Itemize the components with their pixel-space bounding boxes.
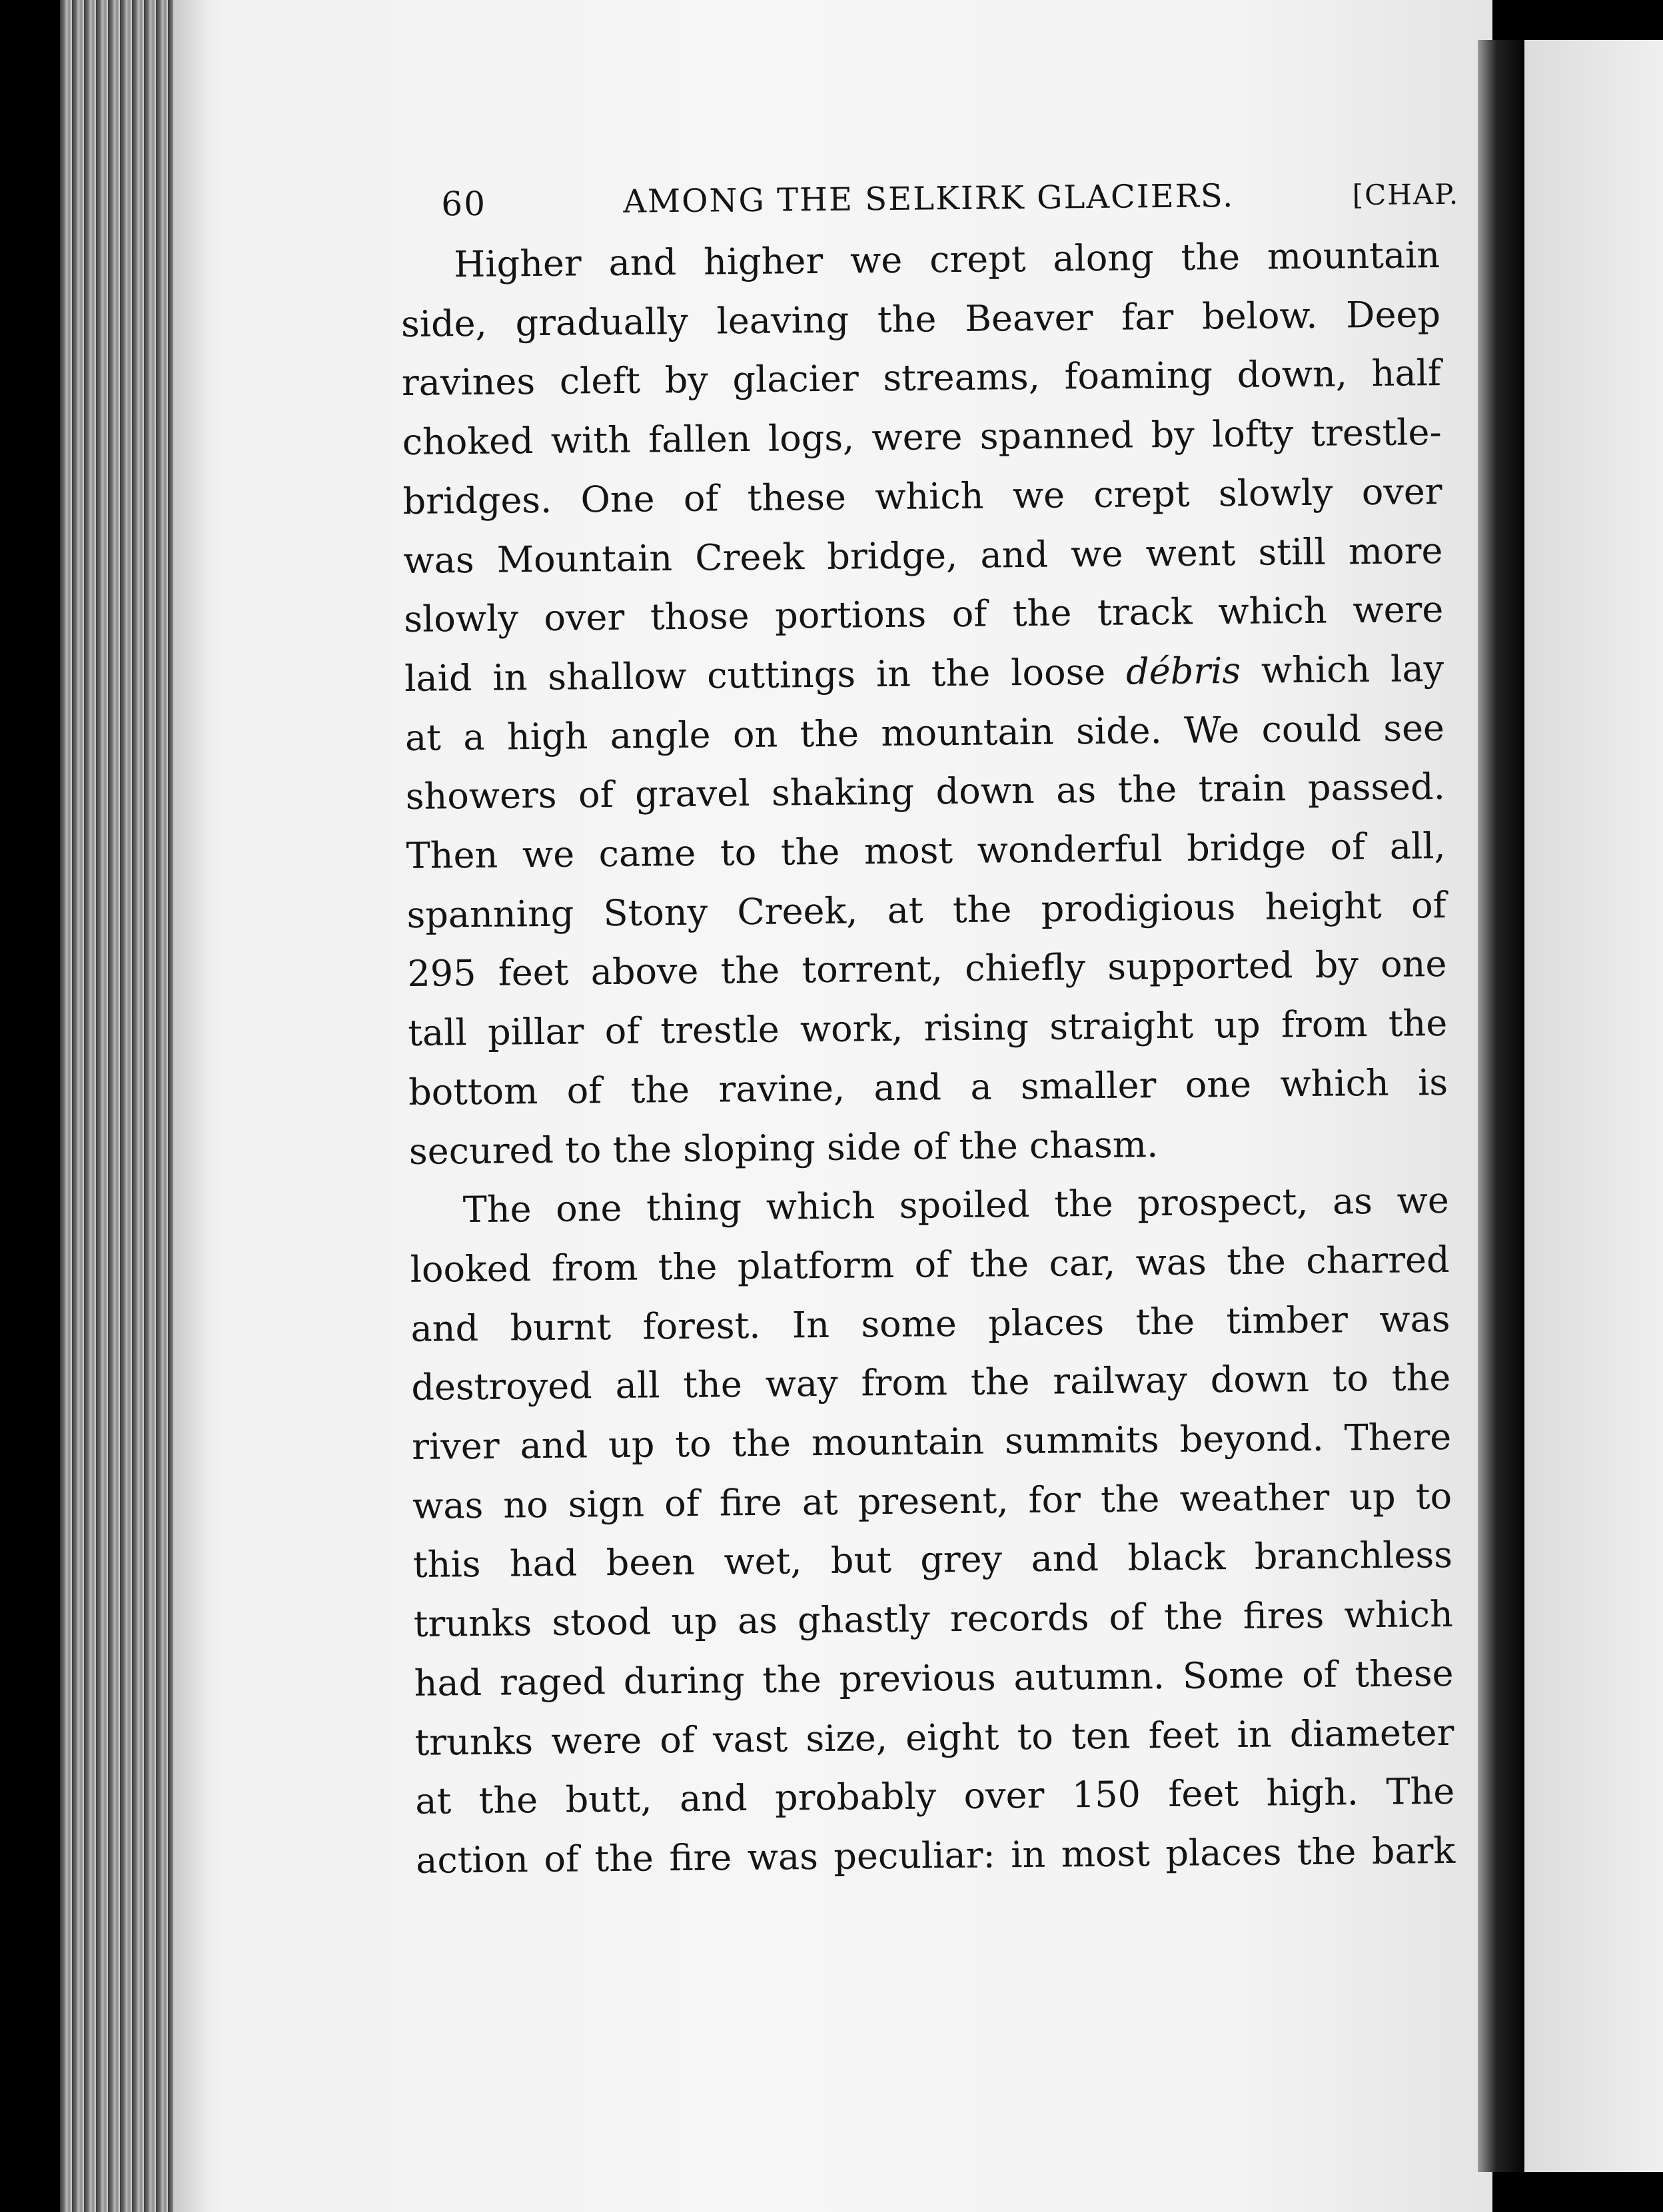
text-line: at the butt, and probably over 150 feet high. The (415, 1770, 1455, 1823)
text-line: bridges. One of these which we crept slowly over (402, 470, 1442, 522)
text-line: river and up to the mountain summits beyond. There (411, 1416, 1452, 1468)
text-segment: laid in shallow cuttings in the loose (404, 650, 1127, 700)
text-line: at a high angle on the mountain side. We could see (404, 706, 1445, 759)
text-line: bottom of the ravine, and a smaller one which is (408, 1061, 1448, 1113)
running-head (400, 170, 1460, 233)
text-line: this had been wet, but grey and black branchless (412, 1534, 1453, 1586)
text-line: Then we came to the most wonderful bridge of all, (406, 825, 1446, 877)
text-line: and burnt forest. In some places the timber was (410, 1297, 1450, 1350)
text-line: action of the fire was peculiar: in most places the bark (415, 1829, 1456, 1882)
text-segment: which lay (1240, 647, 1444, 692)
text-line: showers of gravel shaking down as the train passed. (405, 766, 1446, 818)
page-text-block (400, 170, 1460, 1891)
text-line: 295 feet above the torrent, chiefly supported by one (407, 943, 1447, 995)
running-title: AMONG THE SELKIRK GLACIERS. (623, 177, 1235, 221)
text-line: slowly over those portions of the track which were (404, 588, 1444, 641)
text-line-with-italic (404, 640, 1444, 709)
text-line: spanning Stony Creek, at the prodigious height of (406, 883, 1446, 936)
text-line: trunks stood up as ghastly records of the fires which (413, 1593, 1454, 1646)
book-binding-shadow (1478, 40, 1524, 2172)
text-line: destroyed all the way from the railway down to the (411, 1357, 1451, 1409)
text-line: The one thing which spoiled the prospect, as we (462, 1179, 1450, 1231)
paragraph-1 (400, 226, 1449, 1181)
paragraph-2 (409, 1171, 1455, 1890)
page-edges-highlight (173, 0, 233, 2212)
text-line: was Mountain Creek bridge, and we went still more (403, 529, 1443, 582)
text-line: side, gradually leaving the Beaver far below. Deep (400, 292, 1441, 345)
chapter-marker: [CHAP. (1352, 177, 1460, 212)
text-line: had raged during the previous autumn. Some of these (414, 1652, 1454, 1704)
text-line: looked from the platform of the car, was the charred (410, 1238, 1450, 1291)
text-line: was no sign of fire at present, for the weather up to (412, 1474, 1452, 1527)
text-line: Higher and higher we crept along the mountain (453, 234, 1440, 286)
text-line: trunks were of vast size, eight to ten feet in diameter (414, 1711, 1454, 1764)
text-line: tall pillar of trestle work, rising straight up from the (407, 1002, 1448, 1055)
text-line: ravines cleft by glacier streams, foaming down, half (401, 352, 1442, 404)
page-number: 60 (441, 184, 487, 224)
facing-page-strip (1524, 40, 1663, 2172)
italic-term: débris (1125, 649, 1241, 693)
text-line: choked with fallen logs, were spanned by lofty trestle- (402, 411, 1442, 464)
text-line: secured to the sloping side of the chasm. (408, 1123, 1159, 1173)
